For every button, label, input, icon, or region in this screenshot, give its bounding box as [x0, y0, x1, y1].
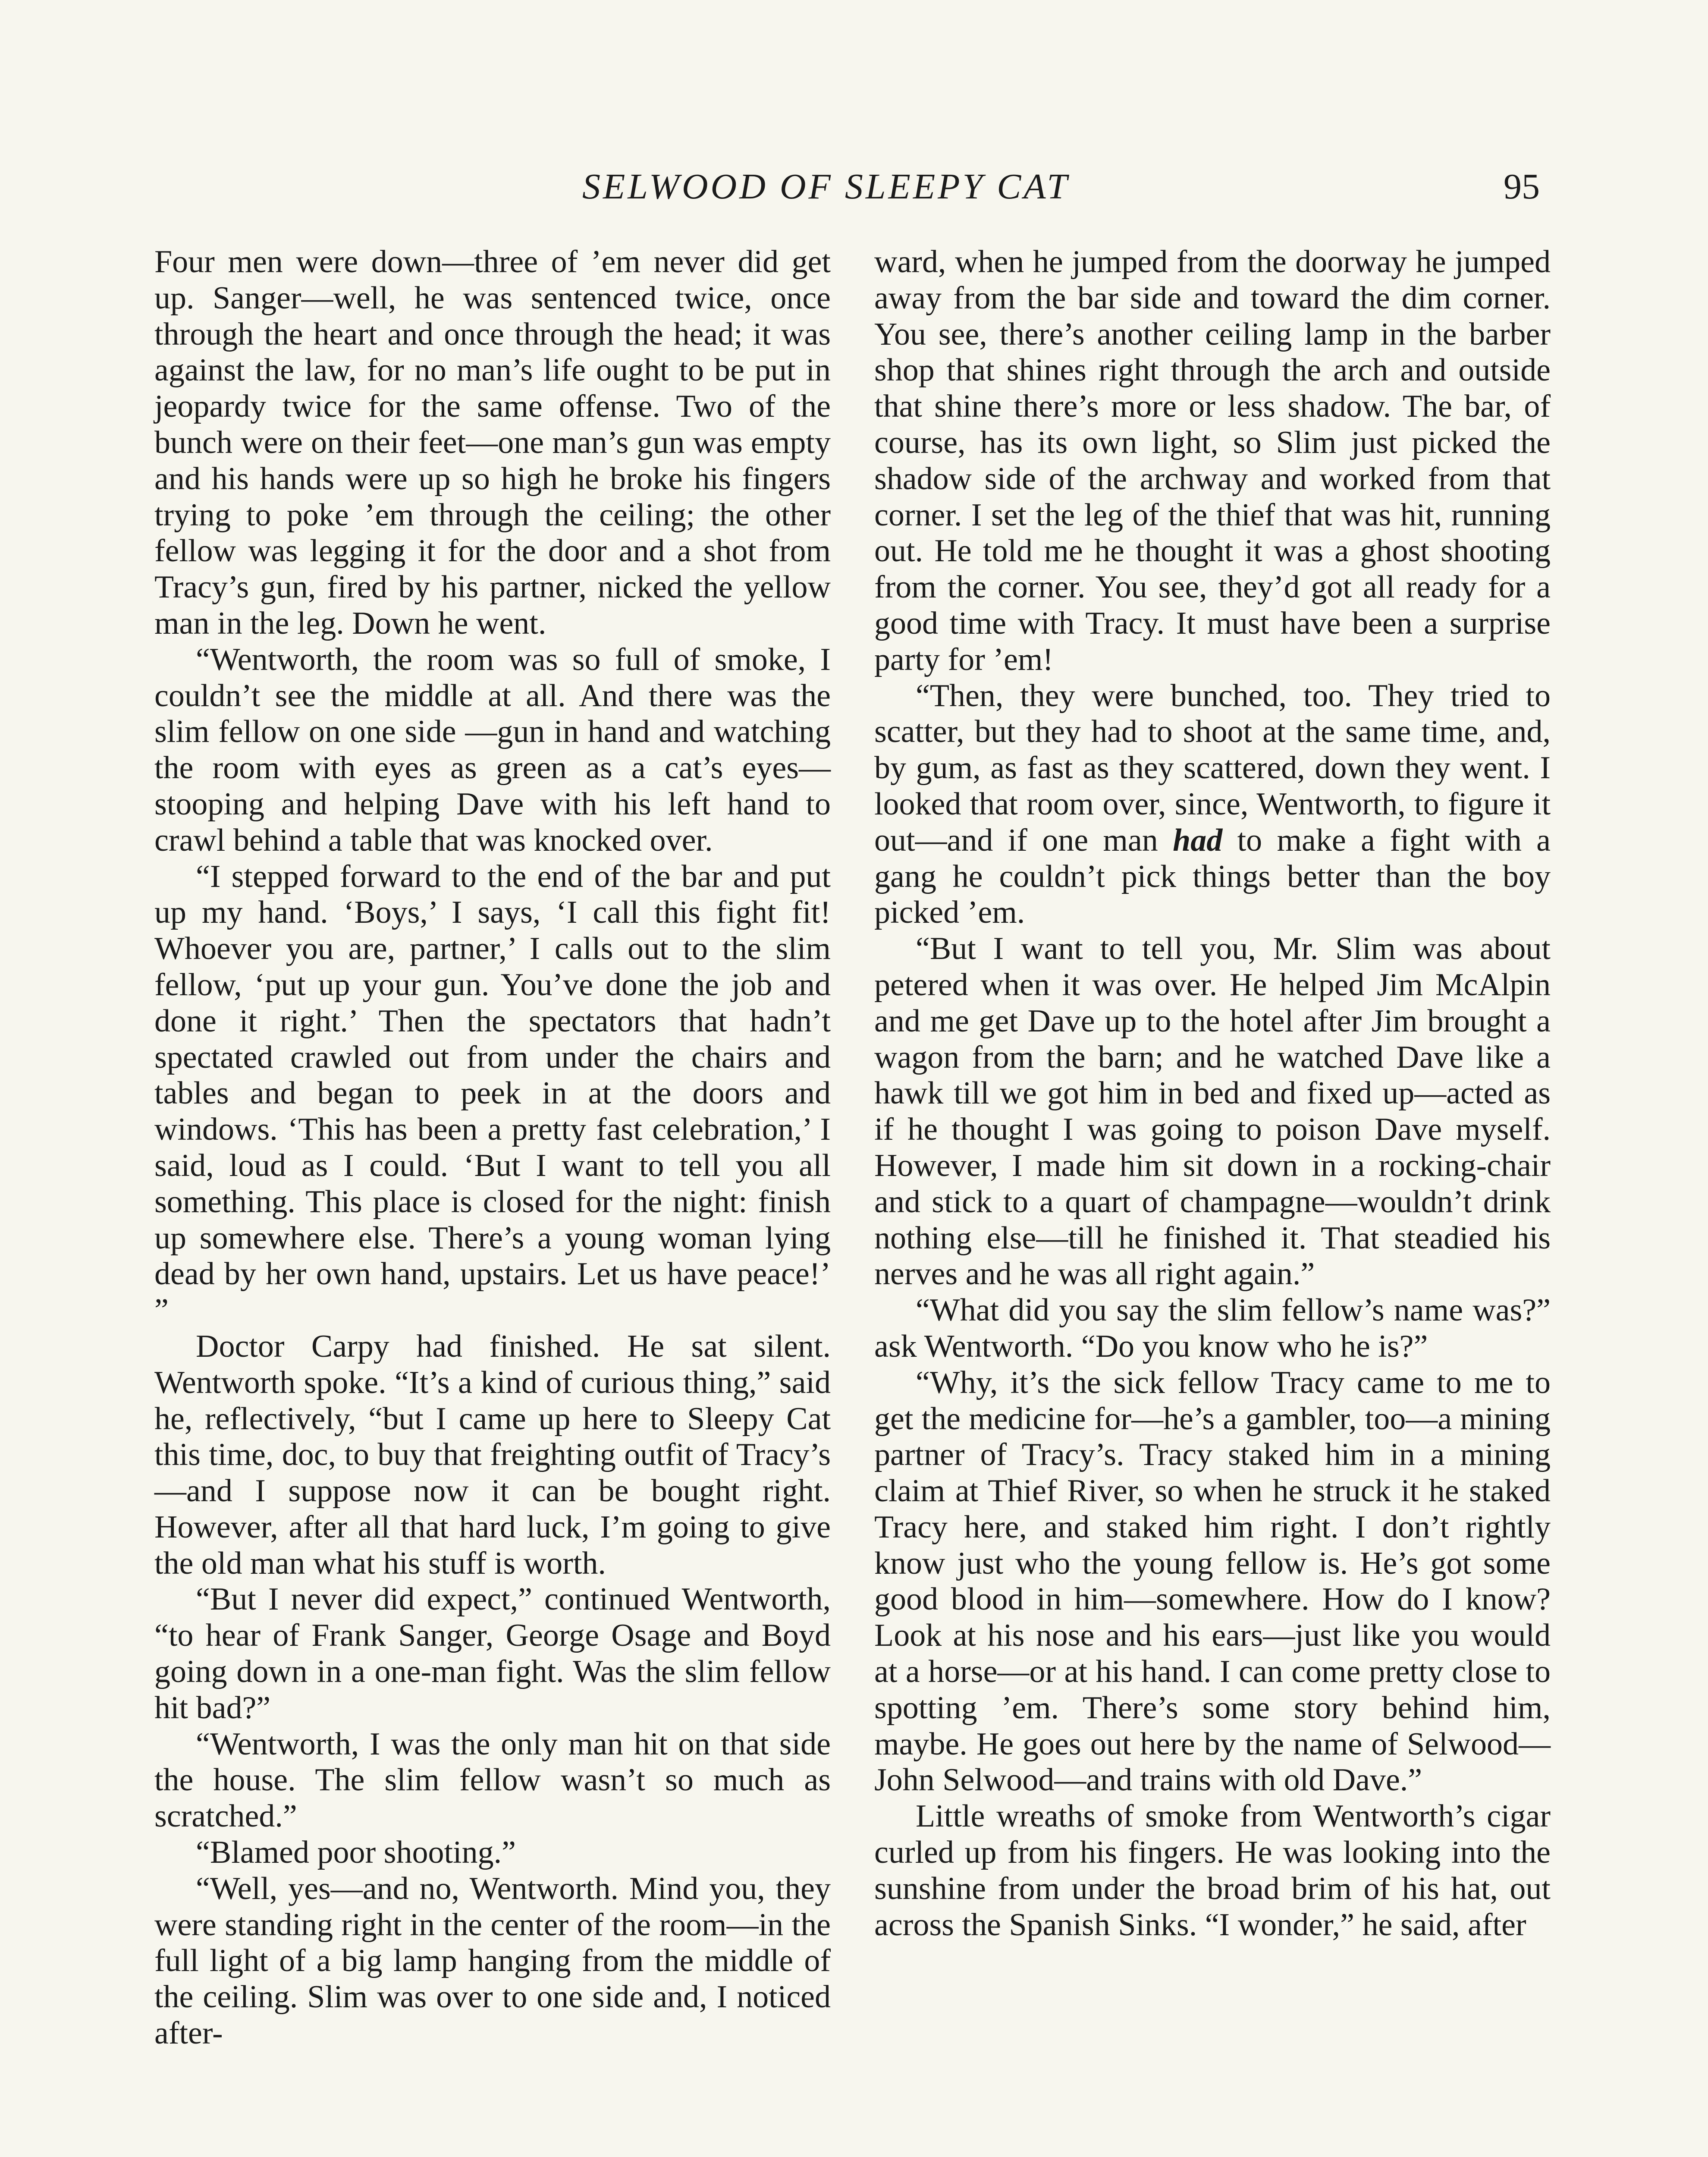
paragraph: Doctor Carpy had finished. He sat silent. Wentworth spoke. “It’s a kind of curious thing,” said he, reflectively, “but I came up here to Sleepy Cat this time, doc, to buy that freighting outfit of Tracy’s—and I suppose now it can be bought right. However, after all that hard luck, I’m going to give the old man what his stuff is worth. [154, 1328, 831, 1581]
paragraph [874, 678, 1551, 931]
paragraph-text: to make a fight with a gang he couldn’t pick things better than the boy picked ’em. [874, 822, 1551, 931]
paragraph: ward, when he jumped from the doorway he jumped away from the bar side and toward the dim corner. You see, there’s another ceiling lamp in the barber shop that shines right through the arch and outside that shine there’s more or less shadow. The bar, of course, has its own light, so Slim just picked the shadow side of the archway and worked from that corner. I set the leg of the thief that was hit, running out. He told me he thought it was a ghost shooting from the corner. You see, they’d got all ready for a good time with Tracy. It must have been a surprise party for ’em! [874, 244, 1551, 677]
page-number: 95 [1504, 167, 1540, 207]
paragraph: “Wentworth, the room was so full of smoke, I couldn’t see the middle at all. And there was the slim fellow on one side —gun in hand and watching the room with eyes as green as a cat’s eyes—stooping and helping Dave with his left hand to crawl behind a table that was knocked over. [154, 641, 831, 858]
paragraph: “What did you say the slim fellow’s name was?” ask Wentworth. “Do you know who he is?” [874, 1292, 1551, 1364]
paragraph: “Why, it’s the sick fellow Tracy came to me to get the medicine for—he’s a gambler, too—a mining partner of Tracy’s. Tracy staked him in a mining claim at Thief River, so when he struck it he staked Tracy here, and staked him right. I don’t rightly know just who the young fellow is. He’s got some good blood in him—somewhere. How do I know? Look at his nose and his ears—just like you would at a horse—or at his hand. I can come pretty close to spotting ’em. There’s some story behind him, maybe. He goes out here by the name of Selwood—John Selwood—and trains with old Dave.” [874, 1365, 1551, 1798]
paragraph: “Wentworth, I was the only man hit on that side the house. The slim fellow wasn’t so much as scratched.” [154, 1726, 831, 1834]
emphasized-word: had [1173, 822, 1223, 858]
right-column [874, 244, 1551, 1943]
paragraph: “Blamed poor shooting.” [196, 1835, 516, 1871]
running-head [0, 163, 1708, 211]
running-title: SELWOOD OF SLEEPY CAT [582, 167, 1070, 207]
paragraph: Four men were down—three of ’em never did get up. Sanger—well, he was sentenced twice, once through the heart and once through the head; it was against the law, for no man’s life ought to be put in jeopardy twice for the same offense. Two of the bunch were on their feet—one man’s gun was empty and his hands were up so high he broke his fingers trying to poke ’em through the ceiling; the other fellow was legging it for the door and a shot from Tracy’s gun, fired by his partner, nicked the yellow man in the leg. Down he went. [154, 244, 831, 641]
paragraph: “I stepped forward to the end of the bar and put up my hand. ‘Boys,’ I says, ‘I call this fight fit! Whoever you are, partner,’ I calls out to the slim fellow, ‘put up your gun. You’ve done the job and done it right.’ Then the spectators that hadn’t spectated crawled out from under the chairs and tables and began to peek in at the doors and windows. ‘This has been a pretty fast celebration,’ I said, loud as I could. ‘But I want to tell you all something. This place is closed for the night: finish up somewhere else. There’s a young woman lying dead by her own hand, upstairs. Let us have peace!’ ” [154, 858, 831, 1328]
paragraph: “But I never did expect,” continued Wentworth, “to hear of Frank Sanger, George Osage and Boyd going down in a one-man fight. Was the slim fellow hit bad?” [154, 1582, 831, 1726]
paragraph: “Well, yes—and no, Wentworth. Mind you, they were standing right in the center of the room—in the full light of a big lamp hanging from the middle of the ceiling. Slim was over to one side and, I noticed after- [154, 1871, 831, 2051]
paragraph-text: “Then, they were bunched, too. They tried to scatter, but they had to shoot at the same time, and, by gum, as fast as they scattered, down they went. I looked that room over, since, Wentworth, to figure it out—and if one man [874, 678, 1551, 858]
paragraph: “But I want to tell you, Mr. Slim was about petered when it was over. He helped Jim McAlpin and me get Dave up to the hotel after Jim brought a wagon from the barn; and he watched Dave like a hawk till we got him in bed and fixed up—acted as if he thought I was going to poison Dave myself. However, I made him sit down in a rocking-chair and stick to a quart of champagne—wouldn’t drink nothing else—till he finished it. That steadied his nerves and he was all right again.” [874, 931, 1551, 1292]
paragraph: Little wreaths of smoke from Wentworth’s cigar curled up from his fingers. He was looking into the sunshine from under the broad brim of his hat, out across the Spanish Sinks. “I wonder,” he said, after [874, 1799, 1551, 1943]
left-column [154, 244, 831, 2052]
